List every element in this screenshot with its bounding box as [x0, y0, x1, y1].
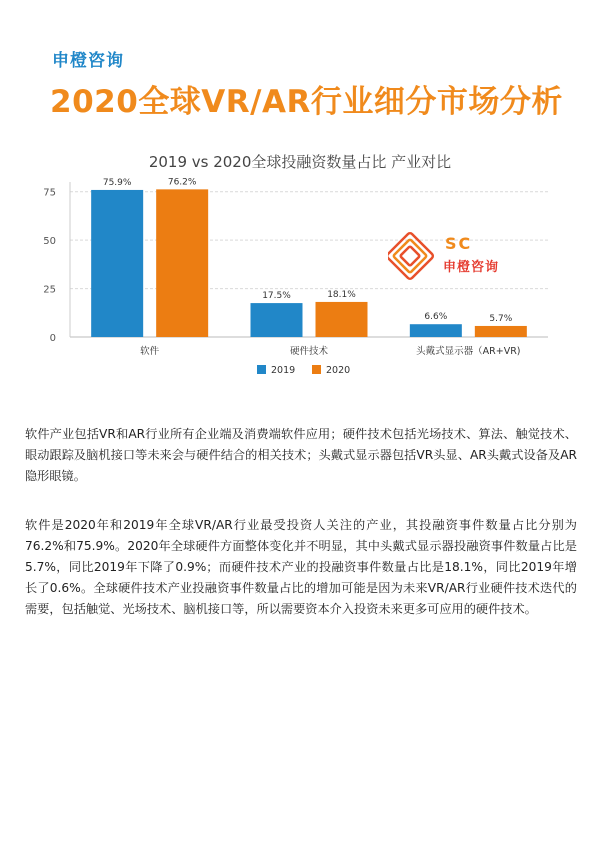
- legend-label: 2020: [326, 365, 351, 376]
- legend-swatch-2019: [257, 365, 266, 374]
- brand-name: 申橙咨询: [52, 51, 124, 71]
- page-title: 2020全球VR/AR行业细分市场分析: [50, 84, 563, 120]
- y-tick-label: 50: [43, 236, 56, 248]
- legend-swatch-2020: [312, 365, 321, 374]
- y-tick-label: 75: [43, 187, 56, 199]
- y-tick-label: 25: [43, 284, 56, 296]
- data-label: 18.1%: [327, 289, 356, 300]
- data-label: 5.7%: [489, 313, 513, 324]
- bar-chart: [0, 170, 600, 390]
- data-label: 76.2%: [167, 177, 197, 188]
- y-tick-label: 0: [49, 333, 56, 344]
- bar-2019: [410, 324, 462, 337]
- data-label: 17.5%: [262, 291, 291, 302]
- bar-2019: [251, 303, 303, 337]
- x-tick-label: 头戴式显示器（AR+VR): [416, 346, 521, 357]
- bar-2020: [475, 326, 527, 337]
- data-label: 75.9%: [102, 177, 132, 188]
- bar-2020: [316, 302, 368, 337]
- logo-name-text: 申橙咨询: [443, 260, 500, 275]
- legend-label: 2019: [271, 365, 296, 376]
- x-tick-label: 软件: [140, 346, 160, 357]
- data-label: 6.6%: [424, 312, 448, 323]
- logo-mark-text: SC: [445, 234, 473, 253]
- bar-2020: [156, 189, 208, 337]
- bar-2019: [91, 190, 143, 337]
- paragraph-analysis: 软件是2020年和2019年全球VR/AR行业最受投资人关注的产业，其投融资事件数量占比分别为76.2%和75.9%。2020年全球硬件方面整体变化并不明显，其中头戴式显示器投融资事件数量占比是5.7%，同比2019年下降了0.9%；而硬件技术产业的投融资事件数量占比是18.1%，同比2019年增长了0.6%。全球硬件技术产业投融资事件数量占比的增加可能是因为未来VR/AR行业硬件技术迭代的需要，包括触觉、光场技术、脑机接口等，所以需要资本介入投资未来更多可应用的硬件技术。: [25, 518, 577, 616]
- chart-title: 2019 vs 2020全球投融资数量占比 产业对比: [148, 153, 452, 171]
- x-tick-label: 硬件技术: [289, 346, 329, 357]
- paragraph-definitions: 软件产业包括VR和AR行业所有企业端及消费端软件应用；硬件技术包括光场技术、算法、触觉技术、眼动跟踪及脑机接口等未来会与硬件结合的相关技术；头戴式显示器包括VR头显、AR头戴式设备及AR隐形眼镜。: [25, 427, 577, 483]
